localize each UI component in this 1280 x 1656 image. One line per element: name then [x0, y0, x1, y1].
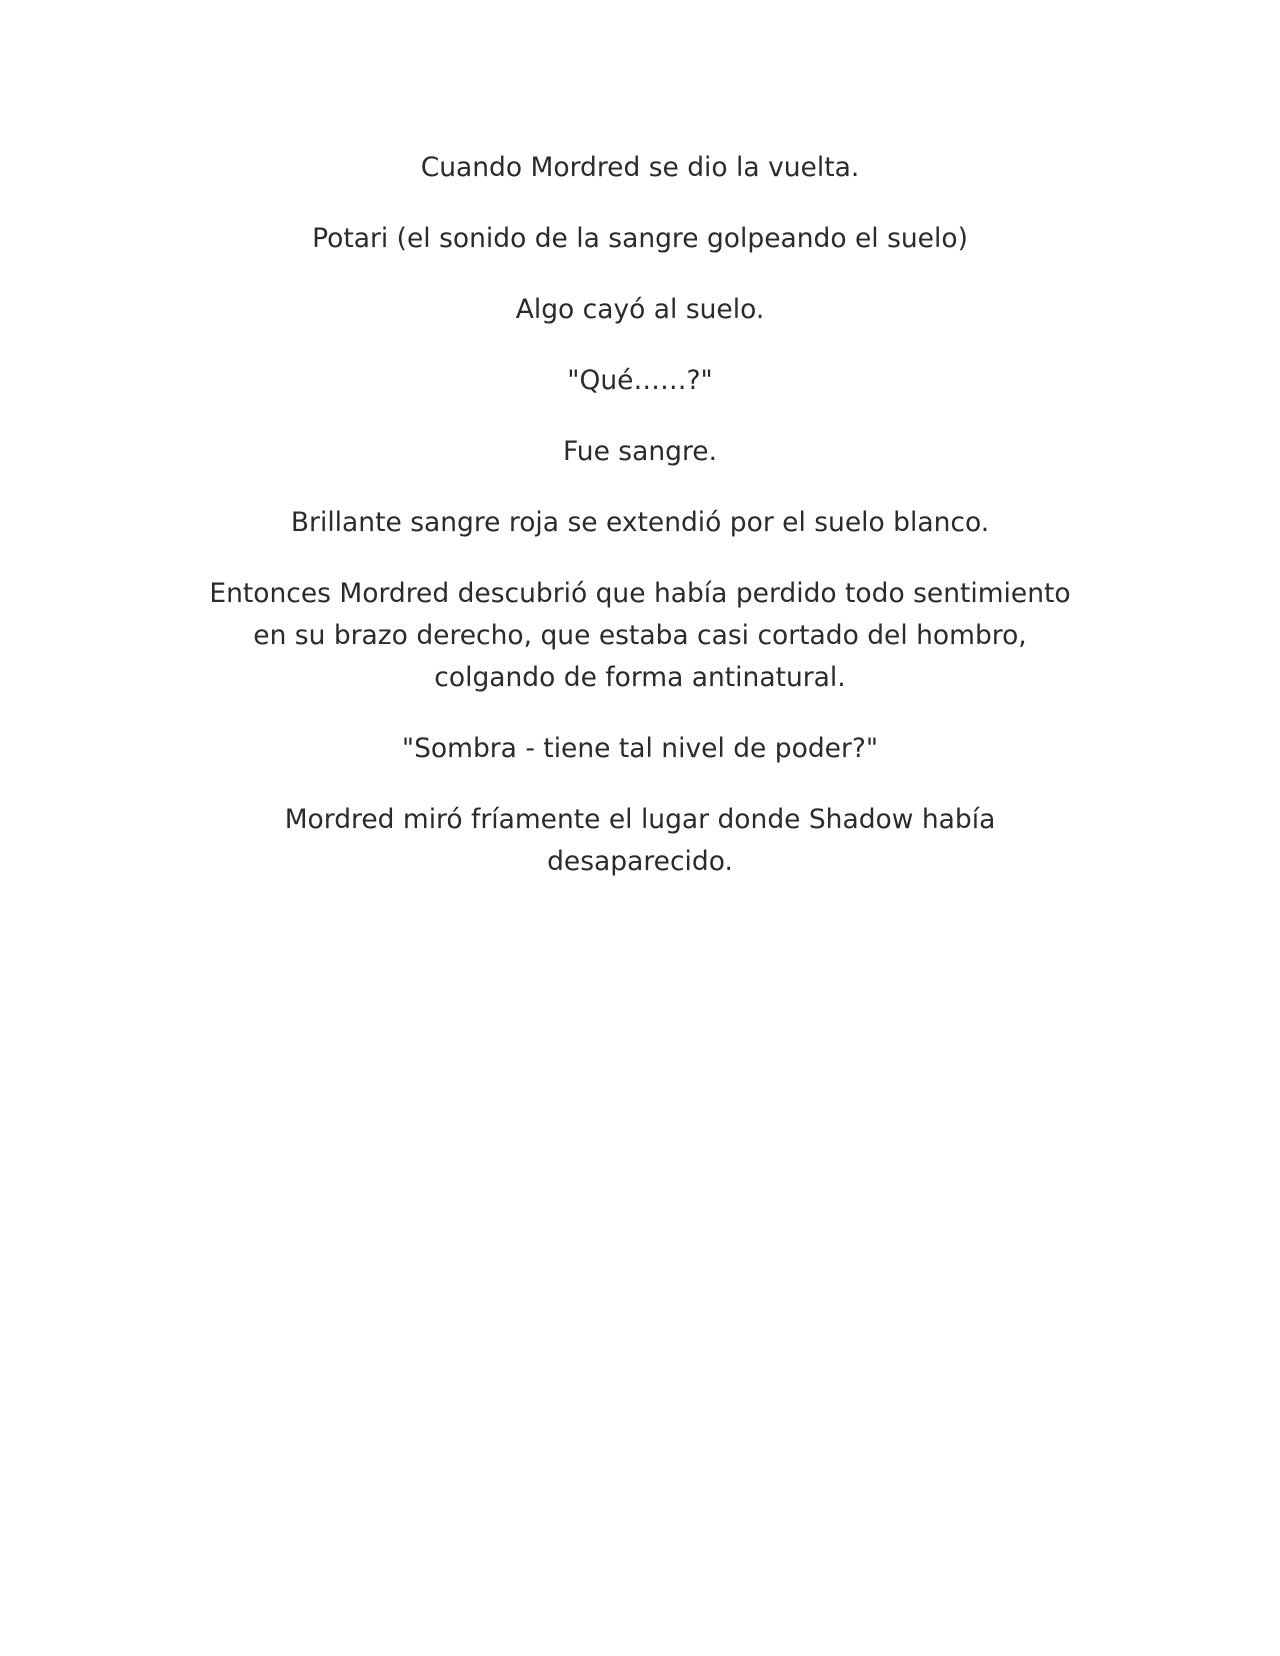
paragraph: "Sombra - tiene tal nivel de poder?"	[401, 733, 879, 764]
paragraph: Entonces Mordred descubrió que había perdido todo sentimiento en su brazo derecho, que estaba casi cortado del hombro, colgando de forma antinatural.	[209, 578, 1071, 693]
paragraph: Mordred miró fríamente el lugar donde Shadow había desaparecido.	[284, 804, 996, 877]
paragraph: Fue sangre.	[562, 436, 718, 467]
paragraph: Brillante sangre roja se extendió por el suelo blanco.	[290, 507, 990, 538]
paragraph: Cuando Mordred se dio la vuelta.	[420, 152, 860, 183]
paragraph: Algo cayó al suelo.	[515, 294, 765, 325]
paragraph: "Qué……?"	[567, 365, 713, 396]
document-body	[190, 147, 1090, 883]
paragraph: Potari (el sonido de la sangre golpeando el suelo)	[312, 223, 968, 254]
